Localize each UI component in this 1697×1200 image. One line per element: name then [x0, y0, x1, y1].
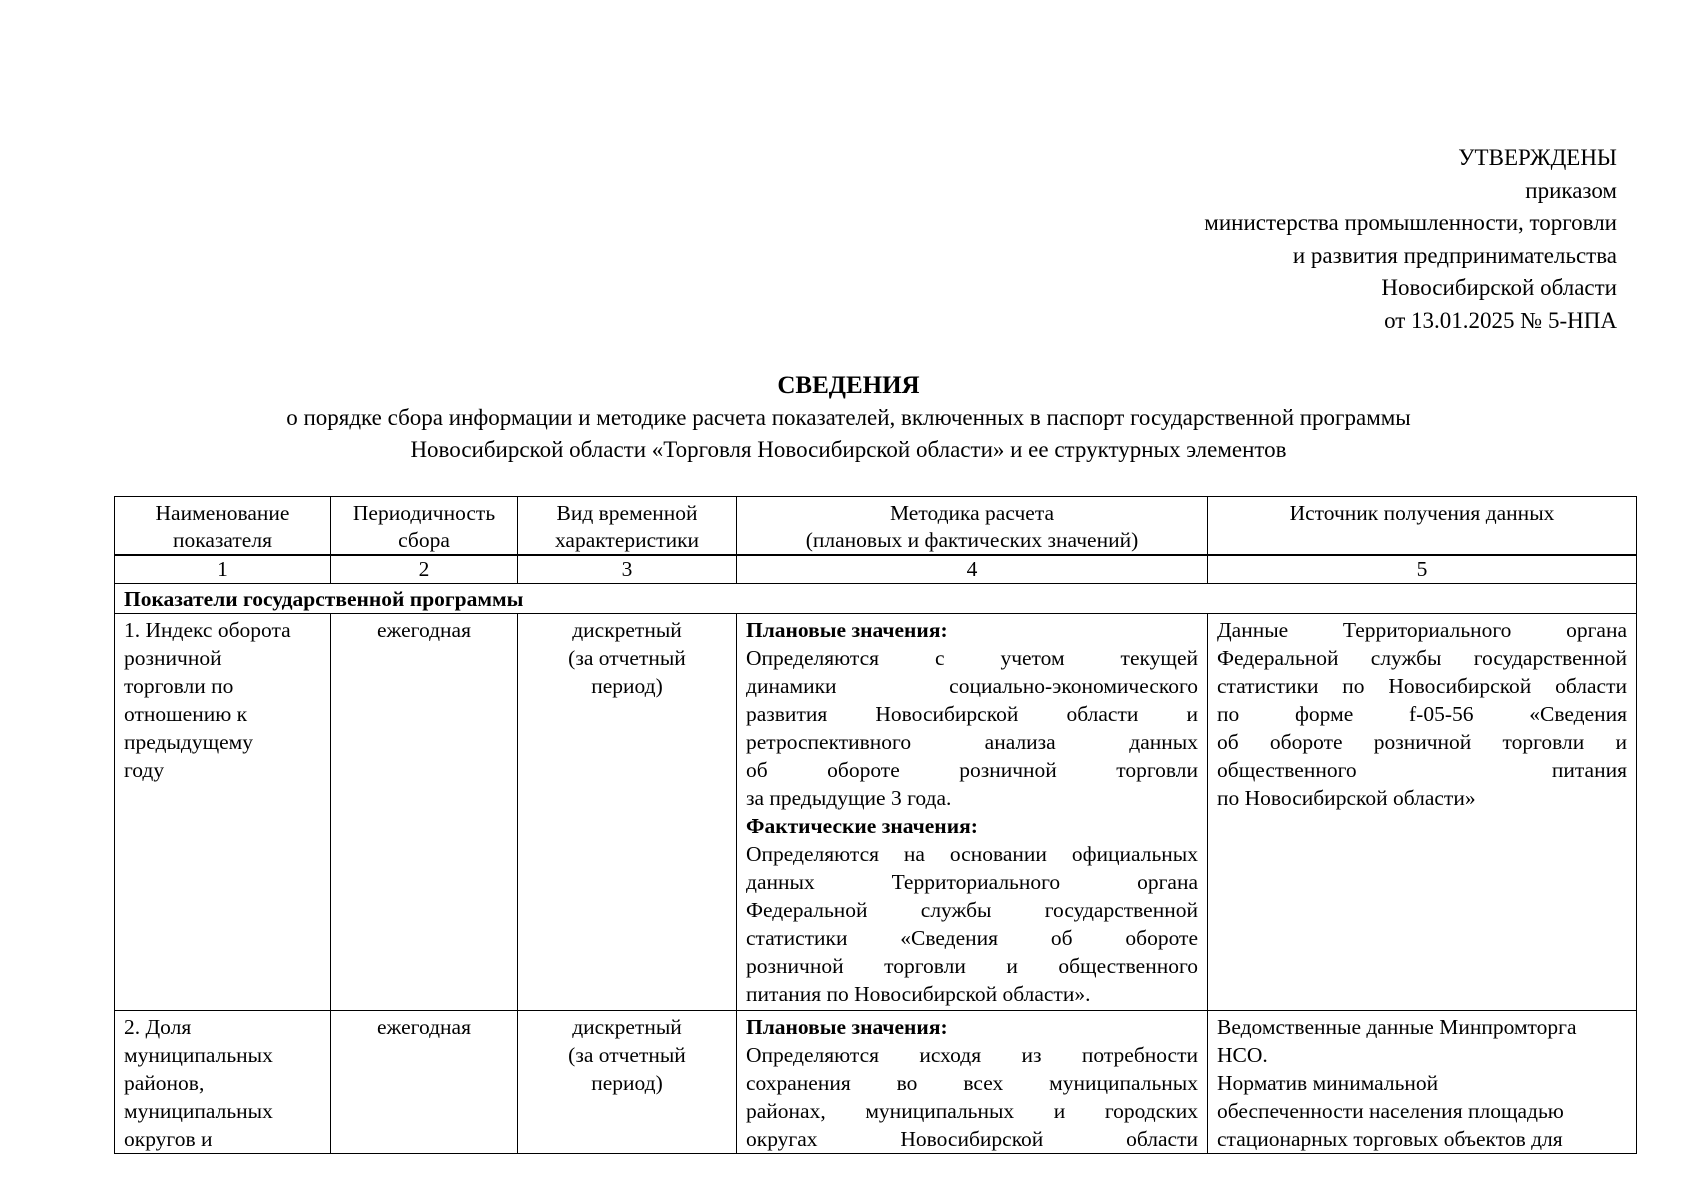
column-number: 3	[518, 555, 737, 584]
indicator-name-line: 1. Индекс оборота	[124, 618, 291, 642]
method-line: питания по Новосибирской области».	[746, 982, 1091, 1006]
method-line: ретроспективного анализа данных	[746, 730, 1198, 754]
indicator-name-line: муниципальных	[124, 1043, 273, 1067]
approval-line: приказом	[1525, 177, 1617, 203]
header-text: Вид временной	[556, 501, 698, 525]
source-line: об обороте розничной торговли и	[1217, 730, 1627, 754]
approval-line: УТВЕРЖДЕНЫ	[1458, 145, 1617, 170]
table-row	[115, 1011, 1637, 1154]
source-line: по Новосибирской области»	[1217, 786, 1476, 810]
method-line: данных Территориального органа	[746, 870, 1198, 894]
source-line: обеспеченности населения площадью	[1217, 1099, 1564, 1123]
method-line: динамики социально-экономического	[746, 674, 1198, 698]
time-type-line: период)	[591, 674, 663, 698]
method-line: Федеральной службы государственной	[746, 898, 1198, 922]
method-line: об обороте розничной торговли	[746, 758, 1198, 782]
source-line: по форме f-05-56 «Сведения	[1217, 702, 1627, 726]
method-line: розничной торговли и общественного	[746, 954, 1198, 978]
time-type-line: дискретный	[572, 1015, 682, 1039]
header-cell-name	[115, 497, 331, 556]
method-line: Определяются исходя из потребности	[746, 1043, 1198, 1067]
time-type-line: (за отчетный	[568, 1043, 686, 1067]
approval-line: от 13.01.2025 № 5-НПА	[1384, 307, 1617, 333]
source-cell	[1208, 614, 1637, 1011]
column-number: 4	[737, 555, 1208, 584]
header-text: показателя	[173, 528, 272, 552]
time-type-cell	[518, 1011, 737, 1154]
header-text: Периодичность	[352, 501, 496, 525]
source-line: Федеральной службы государственной	[1217, 646, 1627, 670]
source-line: Данные Территориального органа	[1217, 618, 1627, 642]
indicator-name-line: отношению к	[124, 702, 248, 726]
header-text: характеристики	[554, 528, 700, 552]
document-subtitle-line: о порядке сбора информации и методике расчета показателей, включенных в паспорт государственной программы	[286, 405, 1411, 430]
document-subtitle-line: Новосибирской области «Торговля Новосибирской области» и ее структурных элементов	[410, 437, 1287, 462]
method-line: Определяются с учетом текущей	[746, 646, 1198, 670]
header-cell-type	[518, 497, 737, 556]
approval-line: и развития предпринимательства	[1292, 242, 1617, 268]
periodicity-cell: ежегодная	[331, 614, 518, 1011]
header-cell-source	[1208, 497, 1637, 556]
section-row	[115, 584, 1637, 614]
approval-block	[1204, 142, 1617, 337]
document-heading	[0, 370, 1697, 466]
approval-line: министерства промышленности, торговли	[1204, 210, 1617, 235]
method-line: сохранения во всех муниципальных	[746, 1071, 1198, 1095]
source-line: общественного питания	[1217, 758, 1627, 782]
time-type-line: дискретный	[572, 618, 682, 642]
table-row	[115, 614, 1637, 1011]
method-line: районах, муниципальных и городских	[746, 1099, 1198, 1123]
source-line: НСО.	[1217, 1043, 1268, 1067]
header-text: Наименование	[155, 501, 290, 525]
source-cell	[1208, 1011, 1637, 1154]
indicator-name-line: году	[124, 758, 165, 782]
header-text: Источник получения данных	[1289, 501, 1555, 525]
indicator-name-line: торговли по	[124, 674, 234, 698]
table-header-row	[115, 497, 1637, 556]
indicators-table	[114, 496, 1637, 1154]
column-number: 1	[115, 555, 331, 584]
fact-label: Фактические значения:	[746, 814, 978, 838]
method-line: развития Новосибирской области и	[746, 702, 1198, 726]
source-line: статистики по Новосибирской области	[1217, 674, 1627, 698]
plan-label: Плановые значения:	[746, 1015, 948, 1039]
method-line: статистики «Сведения об обороте	[746, 926, 1198, 950]
indicator-name-line: розничной	[124, 646, 222, 670]
header-cell-period	[331, 497, 518, 556]
column-number: 2	[331, 555, 518, 584]
periodicity-cell: ежегодная	[331, 1011, 518, 1154]
plan-label: Плановые значения:	[746, 618, 948, 642]
section-title: Показатели государственной программы	[115, 584, 1637, 614]
method-cell	[737, 1011, 1208, 1154]
indicator-name-line: муниципальных	[124, 1099, 273, 1123]
indicator-name-line: округов и	[124, 1127, 213, 1151]
header-cell-method	[737, 497, 1208, 556]
indicator-name-cell	[115, 1011, 331, 1154]
time-type-line: (за отчетный	[568, 646, 686, 670]
source-line: Ведомственные данные Минпромторга	[1217, 1015, 1577, 1039]
method-line: за предыдущие 3 года.	[746, 786, 952, 810]
source-line: Норматив минимальной	[1217, 1071, 1439, 1095]
header-text: сбора	[398, 528, 450, 552]
indicator-name-line: предыдущему	[124, 730, 254, 754]
indicator-name-line: 2. Доля	[124, 1015, 192, 1039]
time-type-line: период)	[591, 1071, 663, 1095]
time-type-cell	[518, 614, 737, 1011]
method-cell	[737, 614, 1208, 1011]
method-line: округах Новосибирской области	[746, 1127, 1198, 1151]
method-line: Определяются на основании официальных	[746, 842, 1198, 866]
column-number: 5	[1208, 555, 1637, 584]
header-text: Методика расчета	[889, 501, 1055, 525]
approval-line: Новосибирской области	[1381, 275, 1617, 300]
indicator-name-cell	[115, 614, 331, 1011]
header-text: (плановых и фактических значений)	[805, 528, 1139, 552]
column-number-row	[115, 555, 1637, 584]
indicator-name-line: районов,	[124, 1071, 205, 1095]
document-title: СВЕДЕНИЯ	[777, 372, 920, 399]
source-line: стационарных торговых объектов для	[1217, 1127, 1563, 1151]
